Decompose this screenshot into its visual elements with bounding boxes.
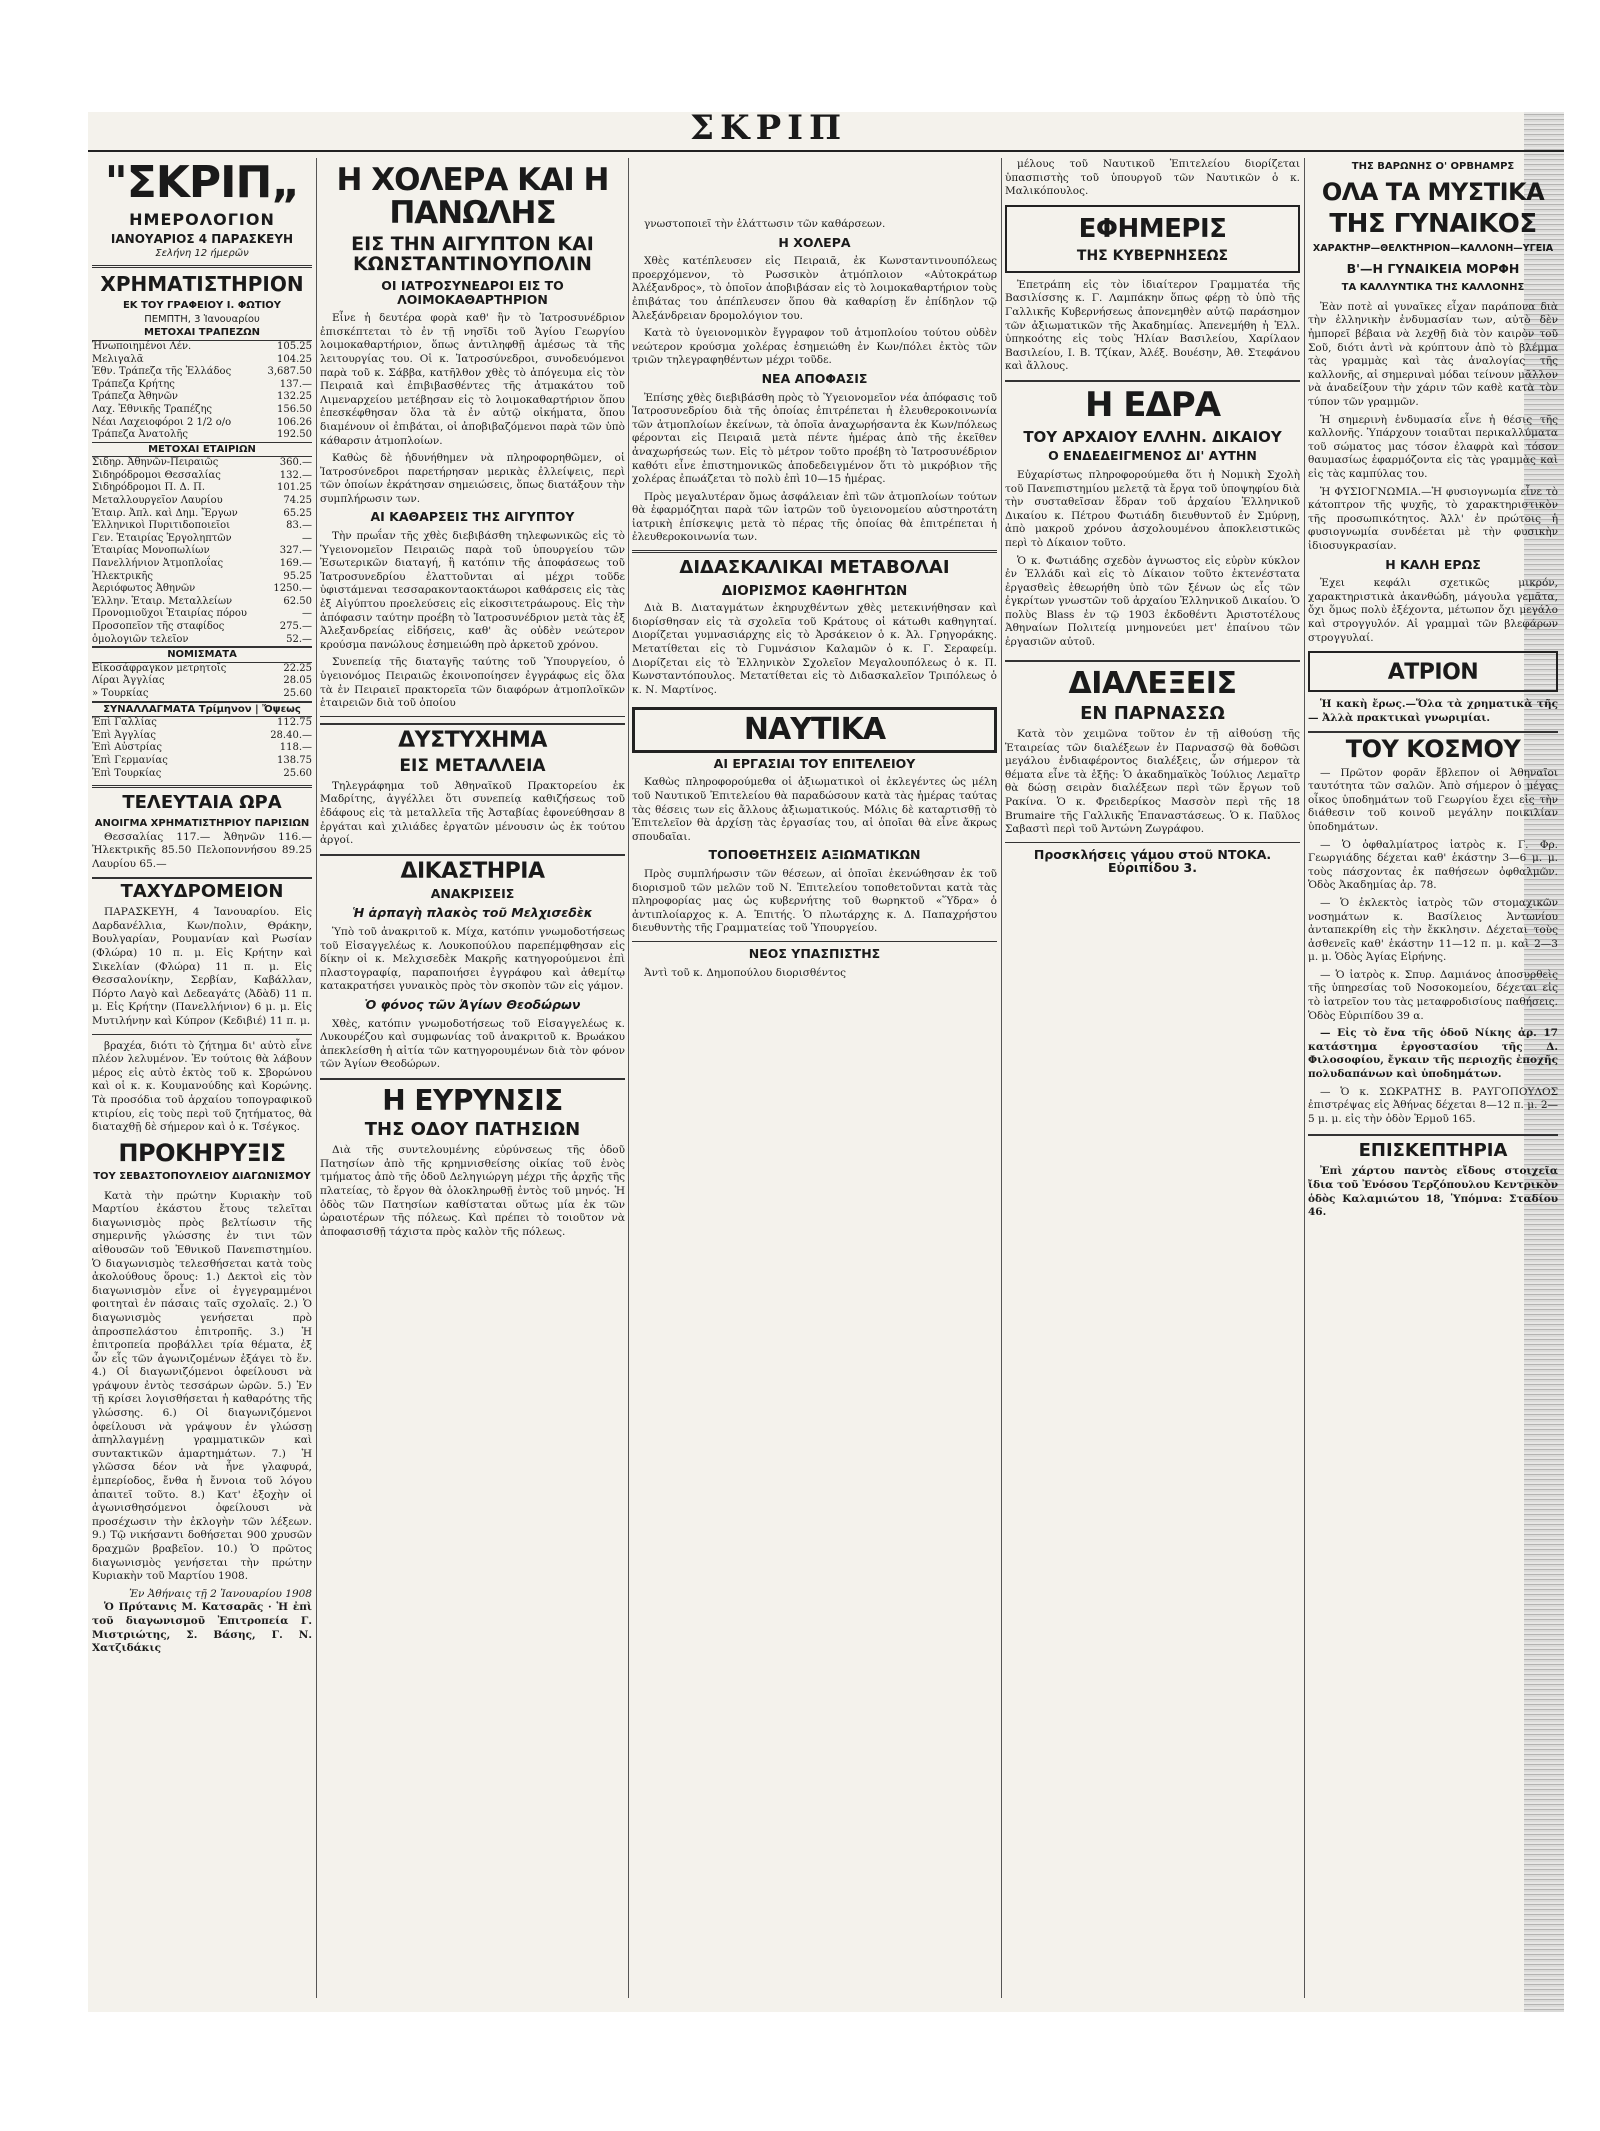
article-subhead: ΑΙ ΚΑΘΑΡΣΕΙΣ ΤΗΣ ΑΙΓΥΠΤΟΥ (370, 509, 575, 525)
exchange-row-value: 118.— (279, 742, 312, 754)
proclamation-text: Κατὰ τὴν πρώτην Κυριακὴν τοῦ Μαρτίου ἐκάστου ἔτους τελεῖται διαγωνισμὸς πρὸς βελτίωσιν τῆς σημερινῆς γλώσσης ἐν τινι τῶν αἰθουσῶν τοῦ Ἐθνικοῦ Πανεπιστημίου. Ὁ διαγωνισμὸς τελεσθήσεται κατὰ τοὺς ἀκολούθους ὅρους: 1.) Δεκτοὶ εἰς τὸν διαγωνισμὸν εἶνε οἱ ἐγγεγραμμένοι φοιτηταὶ ἐν πάσαις ταῖς σχολαῖς. 2.) Ὁ διαγωνισμὸς γενήσεται πρὸ ἀπροσπελάστου ἐπιτροπῆς. 3.) Ἡ ἐπιτροπεία προβάλλει τρία θέματα, ἐξ ὧν εἷς τῶν ἀγωνιζομένων ἐξάγει τὸ ἕν. 4.) Οἱ διαγωνιζόμενοι ὀφείλουσι νὰ γράψουν ἐντὸς τεσσάρων ὡρῶν. 5.) Ἐν τῇ κρίσει λογισθήσεται ἡ καθαρότης τῆς γλώσσης. 6.) Οἱ διαγωνιζόμενοι ὀφείλουσι νὰ γράψουν ἐν γλώσσῃ ἀπηλλαγμένῃ γραμματικῶν καὶ συντακτικῶν ἁμαρτημάτων. 7.) Ἡ γλῶσσα δέον νὰ ἦνε γλαφυρά, ἐμπερίοδος, ἔνθα ἡ ἔννοια τοῦ λόγου ἀπαιτεῖ τοῦτο. 8.) Κατ' ἐξοχὴν οἱ ἀγωνισθησόμενοι ὀφείλουσι νὰ προσέχωσιν τὴν ἐκλογὴν τῶν λέξεων. 9.) Τῷ νικήσαντι δοθήσεται 900 χρυσῶν δραχμῶν βραβεῖον. 10.) Ὁ πρῶτος διαγωνισμὸς γενήσεται τὴν πρώτην Κυριακὴν τοῦ Μαρτίου 1908. (92, 1189, 312, 1583)
education-title: ΔΙΔΑΣΚΑΛΙΚΑΙ ΜΕΤΑΒΟΛΑΙ (679, 557, 950, 579)
moon-phase: Σελήνη 12 ήμερῶν (155, 247, 249, 259)
exchange-row (92, 755, 312, 768)
company-row-value: 169.— (279, 558, 312, 570)
company-row-value: 1250.— (273, 583, 312, 595)
footer-ad: Προσκλήσεις γάμου στοῦ ΝΤΟΚΑ. Εὐριπίδου 3. (1033, 846, 1272, 876)
gazette-box (1005, 205, 1300, 273)
visit-title: ΕΠΙΣΚΕΠΤΗΡΙΑ (1308, 1134, 1558, 1161)
companies-table (92, 457, 312, 646)
divider (92, 265, 312, 268)
continued-text: βραχέα, διότι τὸ ζήτημα δι' αὐτὸ εἶνε πλέον λελυμένον. Ἐν τούτοις θὰ λάβουν μέρος εἰς αὐτὸ ἐκτὸς τοῦ κ. Σβορώνου καὶ οἱ κ. κ. Κουμανούδης καὶ Κορώνης. Τὰ προσόδια τοῦ ἀρχαίου τοπογραφικοῦ κτιρίου, εἰς τοὺς περὶ τοῦ ζητήματος, θὰ διαταχθῇ δὲ σήμερον καὶ ὁ κ. Τσέγκος. (92, 1039, 312, 1134)
coins-table (92, 663, 312, 701)
serial-top: ΤΗΣ ΒΑΡΩΝΗΣ Ο' ΟΡΒΗΑΜΡΣ (1351, 161, 1515, 172)
company-row-label: Προνομιοῦχοι Ἑταιρίας πόρου (92, 608, 247, 620)
proclamation-subtitle: ΤΟΥ ΣΕΒΑΣΤΟΠΟΥΛΕΙΟΥ ΔΙΑΓΩΝΙΣΜΟΥ (93, 1170, 311, 1182)
last-hour-title: ΤΕΛΕΥΤΑΙΑ ΩΡΑ (122, 792, 282, 814)
coin-row-value: 22.25 (283, 662, 312, 674)
top-rule (88, 150, 1564, 152)
company-row (92, 558, 312, 571)
exchange-row (92, 742, 312, 755)
company-row-label: Σιδηρόδρομοι Θεσσαλίας (92, 469, 221, 481)
office-line: ΕΚ ΤΟΥ ΓΡΑΦΕΙΟΥ Ι. ΦΩΤΙΟΥ (122, 300, 282, 312)
company-row-value: 95.25 (283, 570, 312, 582)
bank-row-label: Λαχ. Ἐθνικῆς Τραπέζης (92, 403, 213, 415)
placement-text: Πρὸς συμπλήρωσιν τῶν θέσεων, αἱ ὁποῖαι ἐκενώθησαν ἐκ τοῦ διορισμοῦ τῶν μελῶν τοῦ Ν. Ἐπιτελείου τοποθετοῦνται κατὰ τὰς πληροφορίας μας ὡς κυβερνήτης τοῦ θωρηκτοῦ «Ὕδρα» ὁ ἀντιπλοίαρχος κ. Α. Ἐπιτής. Ὁ πλωτάρχης κ. Δ. Παπαχρήστου διευθυντὴς τῆς Γραμματείας τοῦ Ὑπουργείου. (632, 867, 997, 935)
bank-row (92, 404, 312, 417)
coin-row (92, 663, 312, 676)
exchange-row-value: 25.60 (283, 767, 312, 779)
paris-title: ΑΝΟΙΓΜΑ ΧΡΗΜΑΤΙΣΤΗΡΙΟΥ ΠΑΡΙΣΙΩΝ (94, 818, 310, 830)
world-text: — Εἰς τὸ ἔνα τῆς ὁδοῦ Νίκης ἀρ. 17 κατάστημα ἐργοστασίου τῆς Δ. Φιλοσοφίου, ἔγκαιν τῆς περιοχῆς ἐποχῆς πολυδαπάνων καὶ ὑποδημάτων. (1308, 1027, 1558, 1081)
article-text: γνωστοποιεῖ τὴν ἐλάττωσιν τῶν καθάρσεων. (644, 218, 886, 230)
company-row (92, 520, 312, 533)
court-subtitle-2: Ἡ ἀρπαγὴ πλακὸς τοῦ Μελχισεδὲκ (352, 905, 593, 921)
coin-row-label: » Τουρκίας (92, 687, 149, 699)
company-row-label: ὁμολογιῶν τελεῖον (92, 633, 189, 645)
world-text: — Ὁ κ. ΣΩΚΡΑΤΗΣ Β. ΡΑΥΓΟΠΟΥΛΟΣ ἐπιστρέψας εἰς Ἀθήνας δέχεται 8—12 π. μ. 2—5 μ. μ. εἰς τὴν ὁδὸν Ἑρμοῦ 165. (1308, 1085, 1558, 1125)
coin-row-label: Λίραι Ἀγγλίας (92, 675, 165, 687)
day-line: ΠΕΜΠΤΗ, 3 Ἰανουαρίου (144, 313, 260, 325)
footer-title: ΝΕΟΣ ΥΠΑΣΠΙΣΤΗΣ (748, 945, 881, 961)
seat-subtitle-2: Ο ΕΝΔΕΔΕΙΓΜΕΝΟΣ ΔΙ' ΑΥΤΗΝ (1048, 448, 1257, 464)
world-title: ΤΟΥ ΚΟΣΜΟΥ (1308, 731, 1558, 762)
company-row-label: Πανελλήνιον Ἀτμοπλοΐας (92, 558, 224, 570)
company-row-label: Προσοπεῖον τῆς σταφίδος (92, 621, 225, 633)
exchange-row-value: 138.75 (277, 754, 312, 766)
beauty-title: Η ΚΑΛΗ ΕΡΩΣ (1385, 556, 1481, 572)
company-row (92, 533, 312, 546)
gazette-subtitle: ΤΗΣ ΚΥΒΕΡΝΗΣΕΩΣ (1076, 248, 1229, 265)
divider (92, 785, 312, 788)
exchange-row-label: Ἐπὶ Αὐστρίας (92, 742, 163, 754)
company-row (92, 583, 312, 596)
company-row (92, 495, 312, 508)
exchange-title: ΣΥΝΑΛΛΑΓΜΑΤΑ Τρίμηνον | Ὄψεως (92, 701, 312, 718)
naval-title: ΝΑΥΤΙΚΑ (632, 707, 997, 753)
company-row (92, 621, 312, 634)
seat-title: Η ΕΔΡΑ (1005, 380, 1300, 424)
world-text: — Ὁ ὀφθαλμίατρος ἰατρὸς κ. Γ. Φρ. Γεωργιάδης δέχεται καθ' ἑκάστην 3—6 μ. μ. τοὺς πάσχοντας ἐκ παθήσεων ὀφθαλμῶν. Ὁδὸς Ἀκαδημίας ἀρ. 78. (1308, 838, 1558, 892)
almanac-title: ΗΜΕΡΟΛΟΓΙΟΝ (129, 210, 275, 230)
company-row-value: 62.50 (283, 595, 312, 607)
gazette-title: ΕΦΗΜΕΡΙΣ (1078, 213, 1227, 244)
exchange-row-label: Ἐπὶ Τουρκίας (92, 767, 162, 779)
seat-text: Εὐχαρίστως πληροφορούμεθα ὅτι ἡ Νομικὴ Σχολὴ τοῦ Πανεπιστημίου μελετᾷ τὰ ἔργα τοῦ ὑποψηφίου διὰ τὴν συσταθεῖσαν ἕδραν τοῦ ἀρχαίου Ἑλληνικοῦ Δικαίου κ. Πέτρου Φωτιάδη διευθυντοῦ ἐν Σμύρνῃ, ἀπὸ μακροῦ χρόνου ἀσχολουμένου ἀποκλειστικῶς περὶ τὸ Δίκαιον τοῦτο. (1005, 468, 1300, 549)
companies-title: ΜΕΤΟΧΑΙ ΕΤΑΙΡΙΩΝ (92, 442, 312, 458)
court-subtitle-3: Ὁ φόνος τῶν Ἁγίων Θεοδώρων (364, 996, 581, 1012)
exchange-row-label: Ἐπὶ Ἀγγλίας (92, 729, 156, 741)
company-row (92, 470, 312, 483)
company-row (92, 508, 312, 521)
bank-row-value: 132.25 (277, 391, 312, 403)
paris-text: Θεσσαλίας 117.— Ἀθηνῶν 116.— Ἠλεκτρικῆς 85.50 Πελοποννήσου 89.25 Λαυρίου 65.— (92, 830, 312, 870)
exchange-row (92, 730, 312, 743)
exchange-row (92, 717, 312, 730)
company-row-label: Ἑλληνικοὶ Πυριτιδοποιεῖοι (92, 520, 231, 532)
bank-row (92, 366, 312, 379)
company-row (92, 634, 312, 647)
company-row-value: — (302, 532, 312, 544)
court-text: Χθὲς, κατόπιν γνωμοδοτήσεως τοῦ Εἰσαγγελέως κ. Λυκουρέζου καὶ συμφωνίας τοῦ ἀνακριτοῦ κ. Βρωάκου ἀπεκλείσθη ἡ αἰτία τῶν κατηγορουμένων διὰ τὸν φόνον τῶν Ἁγίων Θεοδώρων. (320, 1017, 625, 1071)
coin-row-value: 28.05 (283, 675, 312, 687)
lectures-title: ΔΙΑΛΕΞΕΙΣ (1005, 660, 1300, 700)
bank-row-label: Τράπεζα Κρήτης (92, 378, 175, 390)
divider (92, 1034, 312, 1035)
education-text: Διὰ Β. Διαταγμάτων ἐκηρυχθέντων χθὲς μετεκινήθησαν καὶ διορίσθησαν εἰς τὰ σχολεῖα τοῦ Κράτους οἱ κάτωθι καθηγηταί. Διορίζεται γυμνασιάρχης εἰς τὸ Ἀρσάκειον ὁ κ. Ἀλ. Γρηγοράκης. Μετατίθεται εἰς τὸ Γυμνάσιον Καλαμῶν ὁ κ. Γ. Σεραφείμ. Διορίζεται εἰς τὸ Ἑλληνικὸν Σχολεῖον Μεγαλουπόλεως ὁ κ. Π. Κωνσταντόπουλος. Μετατίθεται εἰς τὸ Διδασκαλεῖον Τριπόλεως ὁ κ. Ν. Μαρτίνος. (632, 602, 997, 696)
serial-text: Ἐὰν ποτὲ αἱ γυναῖκες εἶχαν παράπονα διὰ τὴν ἐλληνικὴν ἐνδυμασίαν των, αὐτὸ δὲν ἠμπορεῖ βέβαια νὰ λεχθῇ διὰ τὸν καιρὸν τοῦ Σοῦ, διότι ἀντὶ νὰ κρύπτουν ἀπὸ τὸ βλέμμα τὰς γραμμὰς καὶ τὰς ἀναλογίας τῆς καλλονῆς, αἱ σημεριναὶ μόδαι τείνουν μᾶλλον νὰ ἀναδείξουν τὴν χάριν τῶν καθὲ κατὰ τὸν τύπον τῶν γραμμῶν. (1308, 300, 1558, 409)
divider (632, 941, 997, 942)
serial-subtitle-2: Β'—Η ΓΥΝΑΙΚΕΙΑ ΜΟΡΦΗ (1346, 260, 1520, 276)
article-text: Πρὸς μεγαλυτέραν ὅμως ἀσφάλειαν ἐπὶ τῶν ἀτμοπλοίων τούτων θὰ ἐφαρμόζηται παρὰ τῶν ἰατρῶν τοῦ ὑγειονομείου αὐστηροτάτη ἰατρικὴ ἐπίσκεψις μετὰ τὸ πέρας τῆς ὁποίας θὰ ἐπιτρέπεται ἡ ἐλευθεροκοινωνία των. (632, 490, 997, 544)
bank-row (92, 429, 312, 442)
column-3 (632, 158, 997, 984)
masthead: ΣΚΡΙΠ (690, 108, 848, 148)
banks-title: ΜΕΤΟΧΑΙ ΤΡΑΠΕΖΩΝ (92, 326, 312, 341)
serial-head: ΤΑ ΚΑΛΛΥΝΤΙΚΑ ΤΗΣ ΚΑΛΛΟΝΗΣ (1341, 282, 1525, 294)
decision-title: ΝΕΑ ΑΠΟΦΑΣΙΣ (761, 370, 868, 386)
column-1 (92, 158, 312, 1660)
street-title: Η ΕΥΡΥΝΣΙΣ (320, 1078, 625, 1115)
company-row-label: Ἑταιρίας Μονοπωλίων (92, 545, 210, 557)
seat-text: Ὁ κ. Φωτιάδης σχεδὸν ἀγνωστος εἰς εὐρὺν κύκλον ἐν Ἑλλάδι καὶ εἰς τὸ Δίκαιον τοῦτο ἐκτενέστατα ἐργασθεὶς ἐθεωρήθη ὑπὸ τῶν ξένων ὡς εἷς τῶν ἐγκρίτων γνωστῶν τοῦ ἀρχαίου Ἑλληνικοῦ Δικαίου. Ὁ πολὺς Blass ἐν τῷ 1903 ἐκδοθέντι Ἀριστοτέλους Ἀθηναίων Πολιτείᾳ μνημονεύει μετ' ἐπαίνου τῶν ἐργασιῶν αὐτοῦ. (1005, 554, 1300, 649)
bank-row-value: 192.50 (277, 429, 312, 441)
bank-row-value: 3,687.50 (267, 366, 312, 378)
company-row-value: 83.— (286, 520, 312, 532)
article-text: Ἐπίσης χθὲς διεβιβάσθη πρὸς τὸ Ὑγειονομεῖον νέα ἀπόφασις τοῦ Ἰατροσυνεδρίου διὰ τῆς ὁποίας ἐπιτρέπεται ἡ ἐλευθεροκοινωνία τῶν ἀτμοπλοίων ἐκείνων, τὰ ὁποῖα ἀναχωρήσαντα ἐκ Κων/πόλεως φέρονται εἰς Πειραιᾶ μετὰ πέντε ἡμέρας ἀπὸ τῆς ἐκεῖθεν ἀναχωρήσεώς των. Εἰς τὸ μέτρον τοῦτο προέβη τὸ Ἰατροσυνέδριον καθότι εἶνε ἐπιστημονικῶς ἀποδεδειγμένον ὅτι τὸ μικρόβιον τῆς χολέρας ἐπωάζεται τὸ πολὺ ἐπὶ 10—15 ἡμέρας. (632, 391, 997, 486)
article-text: Καθὼς δὲ ἠδυνήθημεν νὰ πληροφορηθῶμεν, οἱ Ἰατροσύνεδροι παρετήρησαν μερικὰς ἐλλείψεις, περὶ τῶν ὁποίων ἐκράτησαν σημειώσεις, ὅπως διατάξουν τὴν συμπλήρωσιν των. (320, 452, 625, 505)
placement-title: ΤΟΠΟΘΕΤΗΣΕΙΣ ΑΞΙΩΜΑΤΙΚΩΝ (708, 847, 921, 863)
footer-text: Ἀντὶ τοῦ κ. Δημοπούλου διορισθέντος (644, 966, 847, 979)
article-text: Συνεπείᾳ τῆς διαταγῆς ταύτης τοῦ Ὑπουργείου, ὁ ὑγειονόμος Πειραιῶς ἐκοινοποίησεν ἐγγράφως εἰς ὅλα τὰ ἐν Πειραιεῖ πρακτορεῖα τῶν διαφόρων ἀτμοπλοϊκῶν ἑταιρειῶν διὰ τοῦ ὁποίου (320, 656, 625, 710)
bank-row-value: 104.25 (277, 353, 312, 365)
bank-row-label: Νέαι Λαχειοφόροι 2 1/2 ο/ο (92, 416, 232, 428)
exchange-row-value: 28.40.— (270, 729, 312, 741)
accident-title: ΔΥΣΤΥΧΗΜΑ (320, 723, 625, 752)
visit-text: Ἐπὶ χάρτου παντὸς εἴδους στοιχεῖα ἴδια τοῦ Ἐνόσου Τερζόπουλου Κεντρικὸν ὁδὸς Καλαμιώτου 18, Ὑπόμνα: Σταδίου 46. (1308, 1165, 1558, 1219)
article-text: μέλους τοῦ Ναυτικοῦ Ἐπιτελείου διορίζεται ὑπασπιστὴς τοῦ ὑπουργοῦ τῶν Ναυτικῶν ὁ κ. Μαλικόπουλος. (1005, 158, 1300, 198)
company-row (92, 608, 312, 621)
serial-text: Ἡ ΦΥΣΙΟΓΝΩΜΙΑ.—Ἡ φυσιογνωμία εἶνε τὸ κάτοπτρον τῆς ψυχῆς, τὸ χαρακτηριστικὸν τῆς προσωπικότητος. Ἀλλ' ἐν πρώτοις ἡ φυσιογνωμία συνδέεται μὲ τὴν φυσικὴν ἰδιοσυγκρασίαν. (1308, 485, 1558, 552)
company-row-label: Ἠλεκτρικῆς (92, 570, 153, 582)
bank-row-value: 137.— (279, 378, 312, 390)
atrion-title: ΑΤΡΙΟΝ (1387, 660, 1479, 686)
bank-row-value: 106.26 (277, 416, 312, 428)
company-row (92, 482, 312, 495)
atrion-text: Ἡ κακὴ ἔρως.—Ὅλα τὰ χρηματικὰ τῆς — Ἀλλὰ πρακτικαὶ γνωριμίαι. (1308, 698, 1558, 724)
world-text: — Ὁ ἰατρὸς κ. Σπυρ. Δαμιάνος ἀποσυρθεὶς τῆς ὑπηρεσίας τοῦ Νοσοκομείου, δέχεται εἰς τὸ ἰατρεῖον του τὰς μεταφροδισίους παθήσεις. Ὁδὸς Εὐριπίδου 39 α. (1308, 968, 1558, 1022)
company-row-value: 132.— (279, 469, 312, 481)
company-row-label: Γεν. Ἑταιρίας Ἐργοληπτῶν (92, 532, 232, 544)
serial-title: ΟΛΑ ΤΑ ΜΥΣΤΙΚΑ (1321, 177, 1545, 206)
accident-subtitle: ΕΙΣ ΜΕΤΑΛΛΕΙΑ (399, 755, 546, 776)
bank-row-label: Μελιγαλᾶ (92, 353, 144, 365)
almanac-date: ΙΑΝΟΥΑΡΙΟΣ 4 ΠΑΡΑΣΚΕΥΗ (110, 231, 294, 246)
company-row (92, 545, 312, 558)
post-text: ΠΑΡΑΣΚΕΥΗ, 4 Ἰανουαρίου. Εἰς Δαρδανέλλια, Κων/πολιν, Θράκην, Βουλγαρίαν, Ρουμανίαν καὶ Ρωσίαν (Φλώρα) 10 π. μ. Εἰς Κρήτην καὶ Σικελίαν (Φλώρα) 11 π. μ. Εἰς Θεσσαλονίκην, Σερβίαν, Καβάλλαν, Πόρτο Λαγὸ καὶ Δεδεαγάτς (Ἀδὰδ) 11 π. μ. Εἰς Κρήτην (Πανελλήνιον) 6 μ. μ. Εἰς Μυτιλήνην καὶ Κύπρον (Κεδιβιέ) 11 π. μ. (92, 906, 312, 1028)
serial-text: Ἡ σημερινὴ ἐνδυμασία εἶνε ἡ θέσις τῆς καλλονῆς. Ὑπάρχουν τοιαῦται περικαλλύματα τοῦ σώματος μας τόσον ἐλαφρὰ καὶ τόσον θαυμασίως ἐφαρμόζοντα εἰς τὰς γραμμὰς καὶ εἰς τὰς καμπύλας του. (1308, 413, 1558, 480)
cholera-subheadline: ΟΙ ΙΑΤΡΟΣΥΝΕΔΡΟΙ ΕΙΣ ΤΟ ΛΟΙΜΟΚΑΘΑΡΤΗΡΙΟΝ (381, 277, 564, 307)
bank-row-label: Τράπεζα Ἀθηνῶν (92, 391, 178, 403)
divider (632, 550, 997, 553)
company-row-label: Σιδηρ. Ἀθηνῶν-Πειραιῶς (92, 457, 219, 469)
exchange-row-label: Ἐπὶ Γαλλίας (92, 717, 157, 729)
bank-row (92, 391, 312, 404)
world-text: — Ὁ ἐκλεκτὸς ἰατρὸς τῶν στομαχικῶν νοσημάτων κ. Βασίλειος Ἀντωνίου ἀνταπεκρίθη εἰς τὴν ἔκκλησιν. Δέχεται τοὺς ἀσθενεῖς καθ' ἑκάστην 11—12 π. μ. καὶ 2—3 μ. μ. Ὁδὸς Ἁγίας Εἰρήνης. (1308, 896, 1558, 964)
bank-row-label: Ἐθν. Τράπεζα τῆς Ἑλλάδος (92, 366, 232, 378)
column-rule (316, 158, 317, 1998)
divider (1005, 842, 1300, 843)
company-row-value: 327.— (279, 545, 312, 557)
court-subtitle: ΑΝΑΚΡΙΣΕΙΣ (430, 885, 515, 901)
article-text: Κατὰ τὸ ὑγειονομικὸν ἔγγραφον τοῦ ἀτμοπλοίου τούτου οὐδὲν νεώτερον κρούσμα χολέρας ἐσημειώθη ἐν Κων/πόλει ἐκτὸς τῶν τριῶν τηλεγραφηθέντων μέχρι τοῦδε. (632, 327, 997, 367)
article-text: Χθὲς κατέπλευσεν εἰς Πειραιᾶ, ἐκ Κωνσταντινουπόλεως προερχόμενον, τὸ Ρωσσικὸν ἀτμόπλοιον «Αὐτοκράτωρ Ἀλέξανδρος», τὸ ὁποῖον ἀποβιβάσαν εἰς τὸ λοιμοκαθαρτήριον τοὺς ἐπιβάτας του ἀπέπλευσεν ὅπου θὰ καθαρίσῃ ἕν ἐπίδηλον τῷ Ἀλεξάνδρειαν δρομολόγιον του. (632, 255, 997, 322)
beauty-text: Ἐχει κεφάλι σχετικῶς μικρόν, χαρακτηριστικὰ ἀκανθώδη, μάγουλα γεμᾶτα, ὄχι ὅμως πολὺ ἐξέχοντα, μέτωπον ὄχι μεγάλο καὶ στρογγυλόν. Αἱ γραμμαὶ τῶν βλεφάρων στρογγυλαί. (1308, 577, 1558, 644)
seat-subtitle: ΤΟΥ ΑΡΧΑΙΟΥ ΕΛΛΗΝ. ΔΙΚΑΙΟΥ (1023, 427, 1282, 446)
court-text: Ὑπὸ τοῦ ἀνακριτοῦ κ. Μίχα, κατόπιν γνωμοδοτήσεως τοῦ Εἰσαγγελέως κ. Λουκοπούλου παρεπέμφθησαν εἰς δίκην οἱ κ. Μελχισεδὲκ Μακρῆς κατηγορούμενοι ἐπὶ πλαστογραφίᾳ, παραποιήσει ἐγγράφου καὶ ἀθεμίτῳ κατακρατήσει γυναικὸς πρὸς τὸν σκοπὸν τῶν εἰς γάμον. (320, 925, 625, 993)
naval-subtitle: ΑΙ ΕΡΓΑΣΙΑΙ ΤΟΥ ΕΠΙΤΕΛΕΙΟΥ (713, 755, 916, 771)
exchange-row (92, 768, 312, 781)
bank-row-label: Τράπεζα Ἀνατολῆς (92, 429, 188, 441)
company-row-value: 65.25 (283, 507, 312, 519)
world-text: — Πρῶτον φορᾶν ἔβλεπον οἱ Ἀθηναῖοι ταυτότητα τῶν σαλῶν. Ἀπὸ σήμερον ὁ μέγας οἶκος ὑποδημάτων τοῦ Γεωργίου ἔχει εἰς τὴν διάθεσιν τοῦ κοινοῦ μεγάλην ποικιλίαν ὑποδημάτων. (1308, 766, 1558, 833)
company-row-value: 360.— (279, 457, 312, 469)
exchange-row-value: 112.75 (277, 717, 312, 729)
column-5 (1308, 158, 1558, 1224)
column-4 (1005, 158, 1300, 881)
proclamation-date: Ἐν Ἀθήναις τῇ 2 Ἰανουαρίου 1908 (129, 1587, 312, 1600)
coin-row (92, 675, 312, 688)
accident-text: Τηλεγράφημα τοῦ Ἀθηναϊκοῦ Πρακτορείου ἐκ Μαδρίτης, ἀγγέλλει ὅτι συνεπείᾳ καθιζήσεως τοῦ ἐδάφους εἰς τὰ μεταλλεῖα τῆς Ἀσταβίας ἐφονεύθησαν 8 ἐργάται καὶ χιλιάδες ἐργατῶν μένουσιν ὡς ἐκ τούτου ἀργοί. (320, 779, 625, 847)
company-row-value: 52.— (286, 633, 312, 645)
company-row-value: 101.25 (277, 482, 312, 494)
court-title: ΔΙΚΑΣΤΗΡΙΑ (320, 854, 625, 883)
proclamation-title: ΠΡΟΚΗΡΥΞΙΣ (118, 1138, 286, 1167)
serial-title-2: ΤΗΣ ΓΥΝΑΙΚΟΣ (1329, 208, 1537, 239)
cholera-section-title: Η ΧΟΛΕΡΑ (778, 234, 851, 250)
column-rule (1304, 158, 1305, 1998)
company-row-label: Σιδηρόδρομοι Π. Δ. Π. (92, 482, 205, 494)
bank-row-value: 105.25 (277, 340, 312, 352)
serial-subtitle: ΧΑΡΑΚΤΗΡ—ΘΕΛΚΤΗΡΙΟΝ—ΚΑΛΛΟΝΗ—ΥΓΕΙΑ (1312, 243, 1554, 255)
company-row-value: — (302, 608, 312, 620)
atrion-box (1308, 651, 1558, 692)
bank-row (92, 379, 312, 392)
coins-title: ΝΟΜΙΣΜΑΤΑ (92, 646, 312, 663)
company-row (92, 596, 312, 609)
company-row-label: Ἀεριόφωτος Ἀθηνῶν (92, 583, 196, 595)
lectures-text: Κατὰ τὸν χειμῶνα τοῦτον ἐν τῇ αἰθούσῃ τῆς Ἑταιρείας τῶν διαλέξεων ἐν Παρνασσῷ θὰ δοθῶσι μεγάλου ἐνδιαφέροντος διαλέξεις, ὧν σήμερον τὰ θέματα εἶνε τὰ ἑξῆς: Ὁ ἀκαδημαϊκὸς Ἰούλιος Λεμαῖτρ θὰ δώσῃ σειρὰν διαλέξεων περὶ τῶν ἔργων τοῦ Ρακίνα. Ὁ κ. Φρειδερίκος Μασσὸν περὶ τῆς 18 Brumaire τῆς Γαλλικῆς Ἐπαναστάσεως. Ὁ κ. Παῦλος Σαβαστὶ περὶ τοῦ Ἀντώνη Ζωγράφου. (1005, 728, 1300, 836)
coin-row (92, 688, 312, 701)
company-row-value: 275.— (279, 621, 312, 633)
column-2 (320, 158, 625, 1243)
exchange-row-label: Ἐπὶ Γερμανίας (92, 754, 168, 766)
article-text: Τὴν πρωΐαν τῆς χθὲς διεβιβάσθη τηλεφωνικῶς εἰς τὸ Ὑγειονομεῖον Πειραιῶς παρὰ τοῦ ὑπουργείου τῶν Ἐσωτερικῶν διαταγή, ἢ κατόπιν τῆς ἀποφάσεως τοῦ Ἰατροσυνεδρίου ἐλαττοῦνται αἱ μέχρι τοῦδε ὑφιστάμεναι τεσσαρακονταοκτάωροι καθάρσεις εἰς τὰς ἐξ Αἰγύπτου προελεύσεις εἰς εἰκοσιτετράωρους. Εἰς τὴν ἀπόφασιν ταύτην προέβη τὸ Ἰατροσυνέδριον μετὰ τὰς ἐξ Ἀλεξανδρείας εἰδήσεις, καθ' ἃς οὐδὲν νεώτερον κρούσμα πανώλους ἐσημειώθη πρὸ ἀρκετοῦ χρόνου. (320, 530, 625, 651)
cholera-headline: Η ΧΟΛΕΡΑ ΚΑΙ Η ΠΑΝΩΛΗΣ (336, 162, 609, 231)
street-subtitle: ΤΗΣ ΟΔΟΥ ΠΑΤΗΣΙΩΝ (364, 1119, 581, 1141)
divider (320, 716, 625, 717)
lectures-subtitle: ΕΝ ΠΑΡΝΑΣΣΩ (1080, 703, 1225, 725)
paper-logo: "ΣΚΡΙΠ„ (104, 158, 300, 208)
education-subtitle: ΔΙΟΡΙΣΜΟΣ ΚΑΘΗΓΗΤΩΝ (721, 582, 908, 599)
bank-row (92, 341, 312, 354)
coin-row-label: Εἰκοσάφραγκον μετρητοῖς (92, 662, 227, 674)
column-rule (1001, 158, 1002, 1998)
cholera-headline-2: ΕΙΣ ΤΗΝ ΑΙΓΥΠΤΟΝ ΚΑΙ ΚΩΝΣΤΑΝΤΙΝΟΥΠΟΛΙΝ (351, 233, 594, 276)
gazette-text: Ἐπετράπη εἰς τὸν ἰδιαίτερον Γραμματέα τῆς Βασιλίσσης κ. Γ. Λαμπάκην ὅπως φέρῃ τὸ ὑπὸ τῆς Γαλλικῆς Κυβερνήσεως ἀπονεμηθὲν αὐτῷ παράσημον τῶν ἀξιωματικῶν τῆς Ἀκαδημίας. Ἀπενεμήθη ἡ Ἑλλ. ὑπηκοότης εἰς τοὺς Ἠλίαν Βασιλείου, Χαρίλαον Βασιλείου, Ι. Β. Τζίκαν, Ἀλέξ. Βουέσην, Ἀθ. Στεφάνου καὶ ἄλλους. (1005, 278, 1300, 373)
bank-row-label: Ἡνωποιημένοι Λέν. (92, 340, 192, 352)
column-rule (628, 158, 629, 1998)
post-title: ΤΑΧΥΔΡΟΜΕΙΟΝ (92, 877, 312, 902)
naval-text: Καθὼς πληροφορούμεθα οἱ ἀξιωματικοὶ οἱ ἐκλεγέντες ὡς μέλη τοῦ Ναυτικοῦ Ἐπιτελείου θὰ παραδώσουν κατὰ τὰς ἡμέρας ταύτας τὰς θέσεις των εἰς ἄλλους ἀξιωματικούς. Μόλις δὲ καταρτισθῇ τὸ Ἐπιτελεῖον θὰ ἀρχίσῃ τὰς ἐργασίας του, αἱ ὁποῖαι θὰ εἶνε ἄκρως σπουδαῖαι. (632, 776, 997, 843)
proclamation-signature: Ὁ Πρύτανις Μ. Κατσαρᾶς · Ἡ ἐπὶ τοῦ διαγωνισμοῦ Ἐπιτροπεία Γ. Μιστριώτης, Σ. Βάσης, Γ. Ν. Χατζιδάκις (92, 1601, 312, 1655)
bank-row (92, 354, 312, 367)
banks-table (92, 341, 312, 442)
company-row-value: 74.25 (283, 495, 312, 507)
company-row-label: Ἑταιρ. Ἀπλ. καὶ Δημ. Ἔργων (92, 507, 238, 519)
exchange-table (92, 717, 312, 780)
article-text: Εἶνε ἡ δευτέρα φορὰ καθ' ἣν τὸ Ἰατροσυνέδριον ἐπισκέπτεται τὸ ἐν τῇ νησῖδι τοῦ Ἁγίου Γεωργίου λοιμοκαθαρτήριον, ὅπως ἀντιληφθῇ ἀμέσως τὰ τῆς λειτουργίας του. Οἱ κ. Ἰατροσύνεδροι, συνοδευόμενοι παρὰ τοῦ κ. Σάββα, κατῆλθον χθὲς τὸ ἀπόγευμα εἰς τὸν Πειραιᾶ καὶ ἐπιβιβασθέντες τῆς ἀτμακάτου τοῦ Λιμεναρχείου μετέβησαν εἰς τὸ λοιμοκαθαρτήριον ὅπου ἐπεσκέφθησαν ὅλα τὰ ἐν αὐτῷ οἰκήματα, ὅπου διαμένουν οἱ ἐπιβάται, οἱ ἀποβιβαζόμενοι παρὰ τῶν ὑπὸ κάθαρσιν ἀτμοπλοίων. (320, 312, 625, 447)
company-row (92, 571, 312, 584)
bank-row-value: 156.50 (277, 403, 312, 415)
company-row-label: Ἑλλην. Ἑταιρ. Μεταλλείων (92, 595, 233, 607)
company-row (92, 457, 312, 470)
street-text: Διὰ τῆς συντελουμένης εὐρύνσεως τῆς ὁδοῦ Πατησίων ἀπὸ τῆς κρημνισθείσης οἰκίας τοῦ ἑνὸς τμήματος ἀπὸ τῆς ὁδοῦ Δεληγιώργη μέχρι τῆς ἀρχῆς τῆς πλατείας, τὸ ἔργον θὰ ὁλοκληρωθῇ ἐντὸς τοῦ μηνός. Ἡ ὁδὸς τῶν Πατησίων καθίσταται οὕτως μία ἐκ τῶν ὡραιοτέρων τῆς πόλεως. Καὶ πρέπει τὸ τοιοῦτον νὰ ἀποφασισθῇ τάχιστα πρὸς καλὸν τῆς πόλεως. (320, 1144, 625, 1238)
bank-row (92, 417, 312, 430)
stock-exchange-title: ΧΡΗΜΑΤΙΣΤΗΡΙΟΝ (100, 272, 304, 297)
coin-row-value: 25.60 (283, 687, 312, 699)
company-row-label: Μεταλλουργεῖον Λαυρίου (92, 495, 223, 507)
